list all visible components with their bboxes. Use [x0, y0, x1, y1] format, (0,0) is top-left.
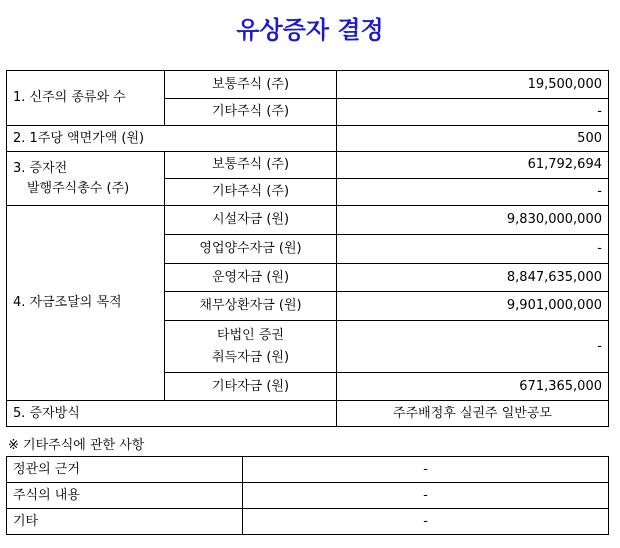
row-label-purpose: 4. 자금조달의 목적	[7, 206, 165, 401]
row-label-method: 5. 증자방식	[7, 401, 337, 427]
other-label: 주식의 내용	[7, 483, 243, 509]
value-cell: 500	[337, 126, 609, 152]
value-cell: 19,500,000	[337, 71, 609, 99]
label-line: 3. 증자전	[13, 160, 68, 176]
capital-increase-table	[6, 70, 609, 427]
row-label-shares-before	[7, 152, 165, 206]
sub-label: 시설자금 (원)	[165, 206, 337, 235]
value-cell: -	[337, 99, 609, 126]
sub-label: 기타주식 (주)	[165, 179, 337, 206]
value-cell: -	[337, 235, 609, 264]
value-cell: 9,830,000,000	[337, 206, 609, 235]
other-label: 기타	[7, 509, 243, 535]
value-cell: -	[337, 179, 609, 206]
row-label-new-shares: 1. 신주의 종류와 수	[7, 71, 165, 126]
other-value: -	[243, 509, 609, 535]
other-shares-table	[6, 456, 609, 535]
other-label: 정관의 근거	[7, 457, 243, 483]
value-cell: 8,847,635,000	[337, 264, 609, 292]
sub-label: 운영자금 (원)	[165, 264, 337, 292]
value-cell: -	[337, 321, 609, 373]
sub-label: 채무상환자금 (원)	[165, 292, 337, 321]
other-value: -	[243, 483, 609, 509]
sub-label: 기타자금 (원)	[165, 373, 337, 401]
other-shares-note: ※ 기타주식에 관한 사항	[8, 438, 145, 453]
value-cell: 주주배정후 실권주 일반공모	[337, 401, 609, 427]
sub-label: 기타주식 (주)	[165, 99, 337, 126]
sub-label: 보통주식 (주)	[165, 152, 337, 179]
sub-label: 영업양수자금 (원)	[165, 235, 337, 264]
label-line: 타법인 증권	[217, 327, 284, 343]
label-line: 취득자금 (원)	[211, 349, 290, 365]
value-cell: 671,365,000	[337, 373, 609, 401]
sub-label	[165, 321, 337, 373]
row-label-par-value: 2. 1주당 액면가액 (원)	[7, 126, 337, 152]
sub-label: 보통주식 (주)	[165, 71, 337, 99]
label-line: 발행주식총수 (주)	[27, 180, 130, 196]
other-value: -	[243, 457, 609, 483]
value-cell: 9,901,000,000	[337, 292, 609, 321]
page-title: 유상증자 결정	[236, 15, 384, 44]
value-cell: 61,792,694	[337, 152, 609, 179]
